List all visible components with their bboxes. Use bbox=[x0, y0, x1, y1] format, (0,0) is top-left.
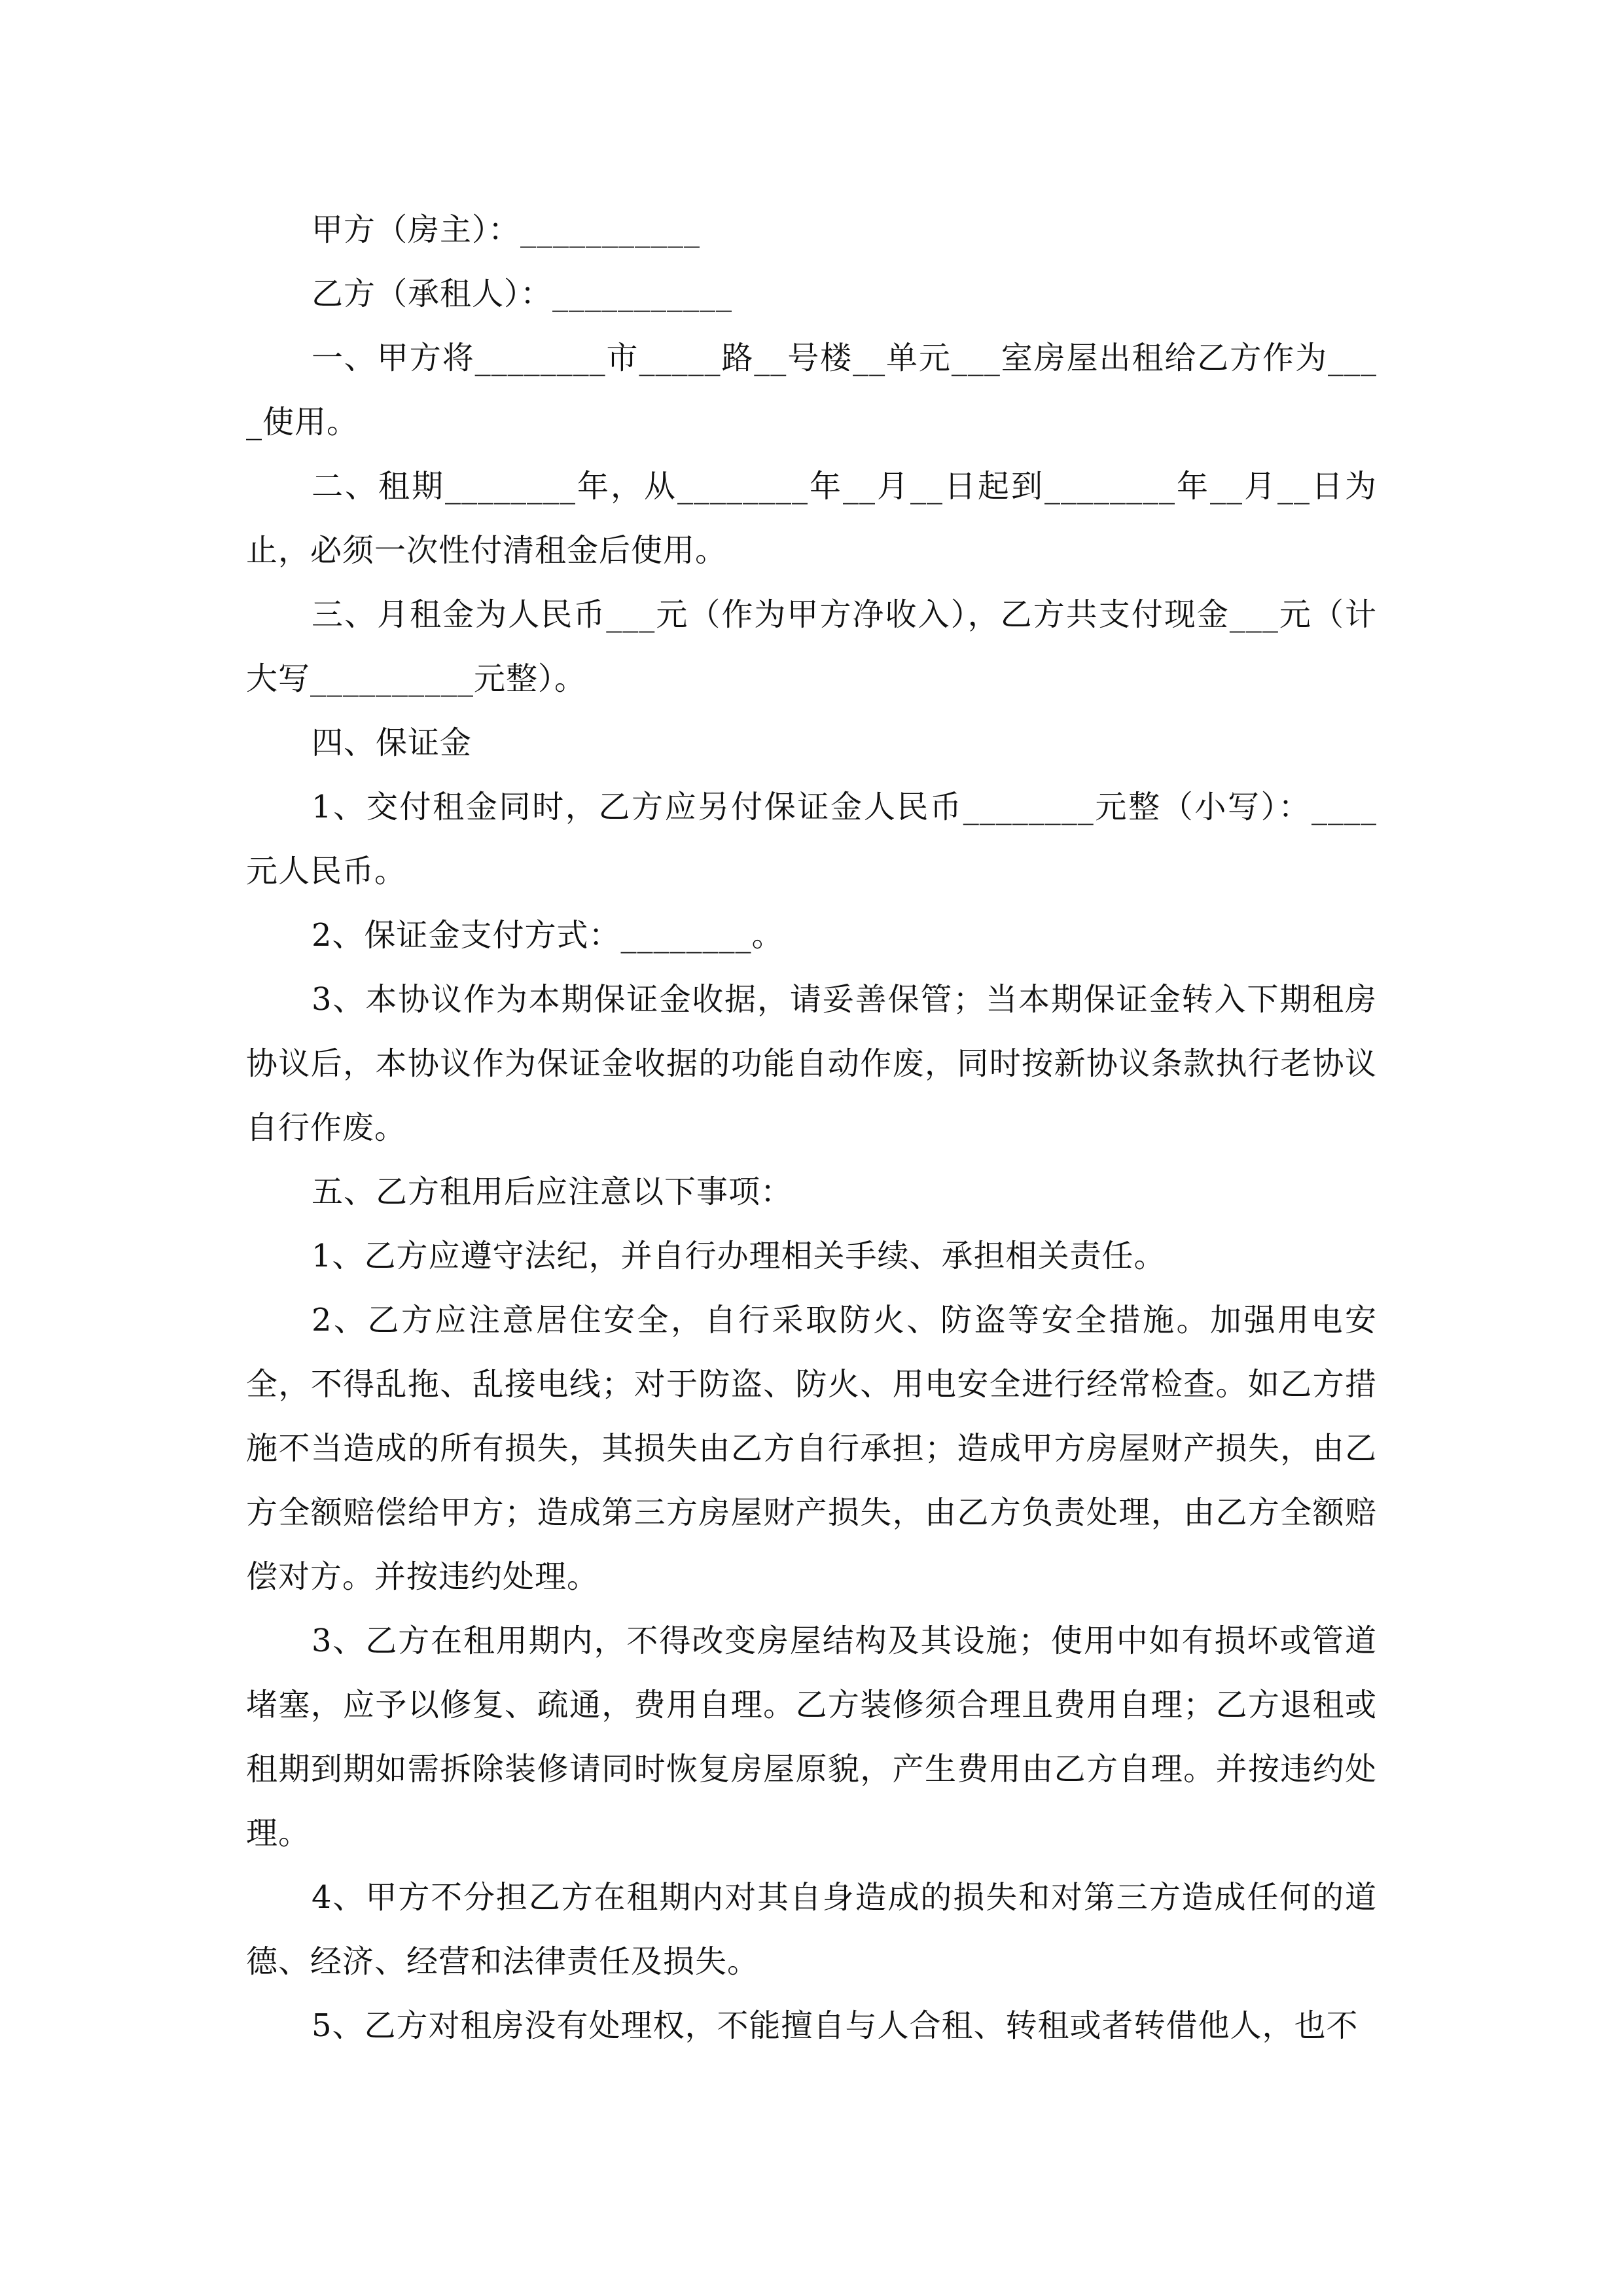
clause-4-item-3: 3、本协议作为本期保证金收据，请妥善保管；当本期保证金转入下期租房协议后，本协议作为保证金收据的功能自动作废，同时按新协议条款执行老协议自行作废。 bbox=[246, 981, 1377, 1146]
clause-5-item-4: 4、甲方不分担乙方在租期内对其自身造成的损失和对第三方造成任何的道德、经济、经营和法律责任及损失。 bbox=[246, 1879, 1377, 1980]
clause-5-item-5: 5、乙方对租房没有处理权，不能擅自与人合租、转租或者转借他人，也不 bbox=[312, 2007, 1359, 2044]
tenant-line: 乙方（承租人）：___________ bbox=[312, 276, 733, 312]
clause-4-heading: 四、保证金 bbox=[312, 725, 473, 761]
clause-5-item-1: 1、乙方应遵守法纪，并自行办理相关手续、承担相关责任。 bbox=[312, 1238, 1166, 1274]
clause-5-item-3: 3、乙方在租用期内，不得改变房屋结构及其设施；使用中如有损坏或管道堵塞，应予以修复、疏通，费用自理。乙方装修须合理且费用自理；乙方退租或租期到期如需拆除装修请同时恢复房屋原貌，产生费用由乙方自理。并按违约处理。 bbox=[246, 1623, 1377, 1852]
clause-5-heading: 五、乙方租用后应注意以下事项： bbox=[312, 1174, 793, 1210]
clause-3-rent: 三、月租金为人民币___元（作为甲方净收入），乙方共支付现金___元（计大写__________元整）。 bbox=[246, 596, 1377, 697]
landlord-line: 甲方（房主）：___________ bbox=[312, 211, 701, 248]
clause-4-item-1: 1、交付租金同时，乙方应另付保证金人民币________元整（小写）：____元人民币。 bbox=[246, 789, 1377, 889]
document-body bbox=[246, 198, 1377, 2058]
clause-5-item-2: 2、乙方应注意居住安全，自行采取防火、防盗等安全措施。加强用电安全，不得乱拖、乱接电线；对于防盗、防火、用电安全进行经常检查。如乙方措施不当造成的所有损失，其损失由乙方自行承担；造成甲方房屋财产损失，由乙方全额赔偿给甲方；造成第三方房屋财产损失，由乙方负责处理，由乙方全额赔偿对方。并按违约处理。 bbox=[246, 1302, 1377, 1595]
clause-4-item-2: 2、保证金支付方式：________。 bbox=[312, 917, 784, 954]
clause-1-premises: 一、甲方将________市_____路__号楼__单元___室房屋出租给乙方作为____使用。 bbox=[246, 340, 1377, 440]
clause-2-term: 二、租期________年，从________年__月__日起到________年__月__日为止，必须一次性付清租金后使用。 bbox=[246, 468, 1377, 569]
